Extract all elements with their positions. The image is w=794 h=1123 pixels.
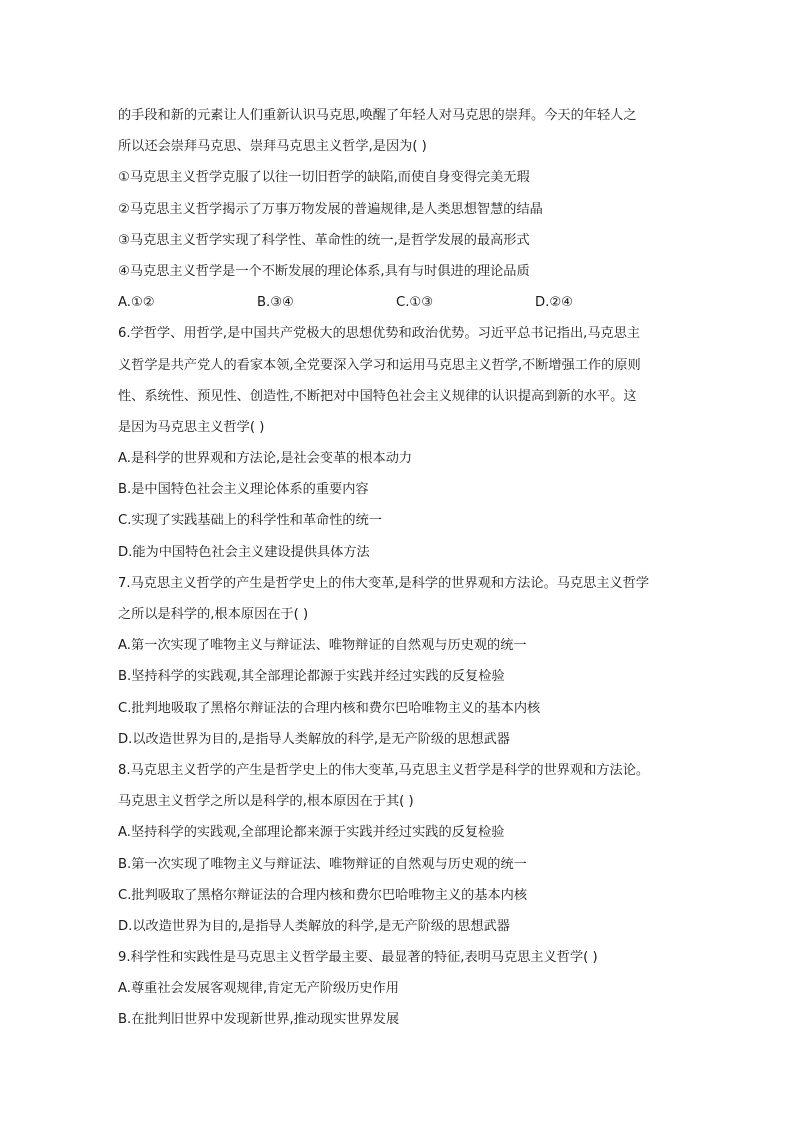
question-stem-line: 的手段和新的元素让人们重新认识马克思,唤醒了年轻人对马克思的崇拜。今天的年轻人之 — [118, 108, 637, 123]
option-c: C.批判吸取了黑格尔辩证法的合理内核和费尔巴哈唯物主义的基本内核 — [118, 887, 528, 903]
question-8 — [118, 755, 678, 942]
exam-page — [118, 100, 678, 1036]
statement-2: ②马克思主义哲学揭示了万事万物发展的普遍规律,是人类思想智慧的结晶 — [118, 201, 543, 217]
question-6 — [118, 318, 678, 568]
question-5 — [118, 100, 678, 318]
option-a: A.第一次实现了唯物主义与辩证法、唯物辩证的自然观与历史观的统一 — [118, 638, 527, 654]
question-stem-line: 性、系统性、预见性、创造性,不断把对中国特色社会主义规律的认识提高到新的水平。这 — [118, 388, 637, 404]
option-c: C.批判地吸取了黑格尔辩证法的合理内核和费尔巴哈唯物主义的基本内核 — [118, 700, 541, 716]
option-c: C.①③ — [396, 295, 434, 311]
option-a: A.是科学的世界观和方法论,是社会变革的根本动力 — [118, 451, 413, 467]
option-b: B.是中国特色社会主义理论体系的重要内容 — [118, 482, 369, 498]
option-d: D.②④ — [535, 295, 573, 311]
statement-4: ④马克思主义哲学是一个不断发展的理论体系,具有与时俱进的理论品质 — [118, 263, 530, 279]
option-a: A.坚持科学的实践观,全部理论都来源于实践并经过实践的反复检验 — [118, 825, 505, 841]
question-stem-line: 6.学哲学、用哲学,是中国共产党极大的思想优势和政治优势。习近平总书记指出,马克思主 — [118, 326, 641, 342]
option-b: B.③④ — [257, 295, 294, 311]
question-stem-line: 8.马克思主义哲学的产生是哲学史上的伟大变革,马克思主义哲学是科学的世界观和方法论。 — [118, 762, 650, 778]
option-d: D.能为中国特色社会主义建设提供具体方法 — [118, 544, 370, 560]
option-b: B.在批判旧世界中发现新世界,推动现实世界发展 — [118, 1012, 400, 1028]
question-stem-line: 9.科学性和实践性是马克思主义哲学最主要、最显著的特征,表明马克思主义哲学( ) — [118, 950, 598, 966]
question-stem-line: 7.马克思主义哲学的产生是哲学史上的伟大变革,是科学的世界观和方法论。马克思主义哲学 — [118, 575, 650, 591]
option-b: B.第一次实现了唯物主义与辩证法、唯物辩证的自然观与历史观的统一 — [118, 856, 527, 872]
option-d: D.以改造世界为目的,是指导人类解放的科学,是无产阶级的思想武器 — [118, 731, 510, 747]
question-9 — [118, 942, 678, 1036]
option-b: B.坚持科学的实践观,其全部理论都源于实践并经过实践的反复检验 — [118, 669, 505, 685]
option-a: A.①② — [118, 295, 155, 311]
question-stem-line: 是因为马克思主义哲学( ) — [118, 419, 265, 435]
statement-3: ③马克思主义哲学实现了科学性、革命性的统一,是哲学发展的最高形式 — [118, 232, 530, 248]
question-stem-line: 马克思主义哲学之所以是科学的,根本原因在于其( ) — [118, 794, 414, 810]
answer-options-row — [118, 287, 678, 318]
statement-1: ①马克思主义哲学克服了以往一切旧哲学的缺陷,而使自身变得完美无瑕 — [118, 170, 530, 186]
question-7 — [118, 568, 678, 755]
option-c: C.实现了实践基础上的科学性和革命性的统一 — [118, 513, 382, 529]
option-a: A.尊重社会发展客观规律,肯定无产阶级历史作用 — [118, 981, 399, 997]
question-stem-line: 所以还会崇拜马克思、崇拜马克思主义哲学,是因为( ) — [118, 139, 427, 155]
question-stem-line: 义哲学是共产党人的看家本领,全党要深入学习和运用马克思主义哲学,不断增强工作的原则 — [118, 357, 641, 373]
option-d: D.以改造世界为目的,是指导人类解放的科学,是无产阶级的思想武器 — [118, 918, 510, 934]
question-stem-line: 之所以是科学的,根本原因在于( ) — [118, 607, 309, 622]
